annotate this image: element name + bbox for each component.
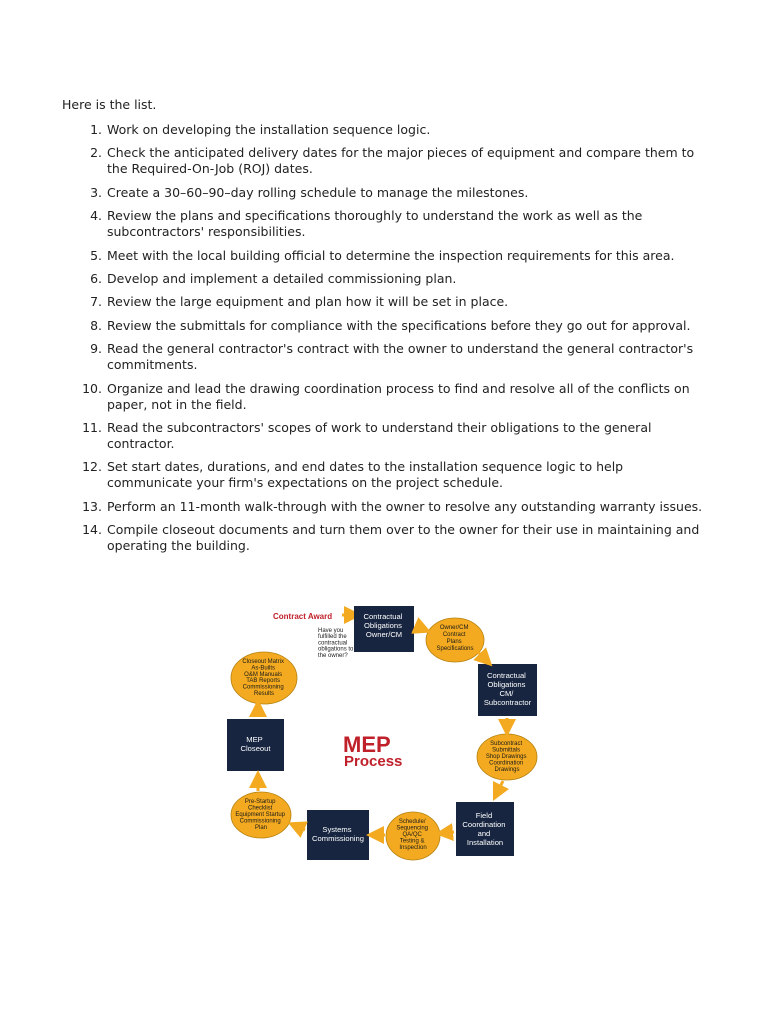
item-text: Review the plans and specifications thoroughly to understand the work as well as the subcontractors' responsibilities. (107, 208, 643, 240)
item-number: 13. (82, 498, 102, 514)
item-text: Perform an 11-month walk-through with the owner to resolve any outstanding warranty issues. (107, 498, 703, 514)
list-item (62, 499, 712, 515)
arrow-left-icon (296, 826, 305, 830)
item-text: Review the submittals for compliance with the specifications before they go out for approval. (107, 317, 691, 333)
list-item (62, 145, 712, 177)
list-item (62, 271, 712, 287)
item-text: Meet with the local building official to determine the inspection requirements for this area. (107, 247, 675, 263)
item-number: 4. (90, 208, 102, 224)
item-text: Check the anticipated delivery dates for the major pieces of equipment and compare them to the Required-On-Job (ROJ) dates. (107, 145, 695, 177)
oval-schedule-label: Schedule/ Sequencing QA/QC Testing & Inspection (396, 819, 429, 851)
list-item (62, 341, 712, 373)
item-number: 12. (82, 459, 102, 475)
task-list (62, 122, 712, 561)
box-systems-commissioning-label: Systems Commissioning (312, 825, 364, 843)
item-number: 14. (82, 522, 102, 538)
list-item (62, 122, 712, 138)
mep-process-diagram (220, 604, 540, 870)
item-text: Read the general contractor's contract with the owner to understand the general contractor's commitments. (107, 341, 694, 373)
arrow-down-right-icon (478, 652, 486, 660)
box-contractual-subcontractor-label: Contractual Obligations CM/ Subcontractor (483, 671, 532, 707)
arrow-left-icon (444, 832, 454, 833)
mep-subtitle: Process (344, 753, 403, 770)
item-number: 10. (82, 380, 102, 396)
contract-award-label: Contract Award (273, 612, 333, 621)
mep-title: MEP (343, 732, 391, 757)
item-text: Set start dates, durations, and end dates to the installation sequence logic to help communicate your firm's expectations on the project schedule. (107, 459, 624, 491)
list-item (62, 294, 712, 310)
item-text: Review the large equipment and plan how it will be set in place. (107, 294, 509, 310)
item-number: 8. (90, 317, 102, 333)
owner-obligation-note: Have you fulfilled the contractual obligations to the owner? (318, 628, 354, 659)
oval-submittals-label: Subcontract Submittals Shop Drawings Coordination Drawings (485, 741, 527, 773)
list-item (62, 318, 712, 334)
item-text: Organize and lead the drawing coordination process to find and resolve all of the conflicts on paper, not in the field. (107, 380, 690, 412)
box-contractual-owner-label: Contractual Obligations Owner/CM (363, 612, 403, 639)
item-number: 6. (90, 270, 102, 286)
list-item (62, 459, 712, 491)
box-field-coordination-label: Field Coordination and Installation (462, 811, 506, 847)
oval-pre-startup-label: Pre-Startup Checklist Equipment Startup Commissioning Plan (235, 799, 286, 831)
oval-closeout-matrix-label: Closeout Matrix As-Builts O&M Manuals TAB Reports Commissioning Results (242, 659, 285, 697)
item-number: 9. (90, 341, 102, 357)
item-number: 11. (82, 419, 102, 435)
item-number: 1. (90, 122, 102, 137)
item-number: 2. (90, 145, 102, 161)
oval-contract-plans-label: Owner/CM Contract Plans Specifications (436, 625, 474, 652)
list-item (62, 248, 712, 264)
arrow-right-icon (416, 626, 423, 629)
list-item (62, 381, 712, 413)
item-text: Work on developing the installation sequence logic. (107, 122, 431, 137)
item-text: Create a 30–60–90–day rolling schedule to manage the milestones. (107, 184, 529, 200)
item-number: 5. (90, 247, 102, 263)
item-text: Compile closeout documents and turn them over to the owner for their use in maintaining and operating the building. (107, 522, 700, 554)
list-item (62, 185, 712, 201)
item-number: 3. (90, 184, 102, 200)
list-item (62, 420, 712, 452)
item-text: Develop and implement a detailed commissioning plan. (107, 270, 457, 286)
item-text: Read the subcontractors' scopes of work to understand their obligations to the general contractor. (107, 419, 652, 451)
item-number: 7. (90, 294, 102, 310)
box-mep-closeout-label: MEP Closeout (240, 735, 271, 753)
list-item (62, 522, 712, 554)
intro-text: Here is the list. (62, 97, 157, 112)
arrow-down-left-icon (497, 781, 503, 793)
list-item (62, 208, 712, 240)
